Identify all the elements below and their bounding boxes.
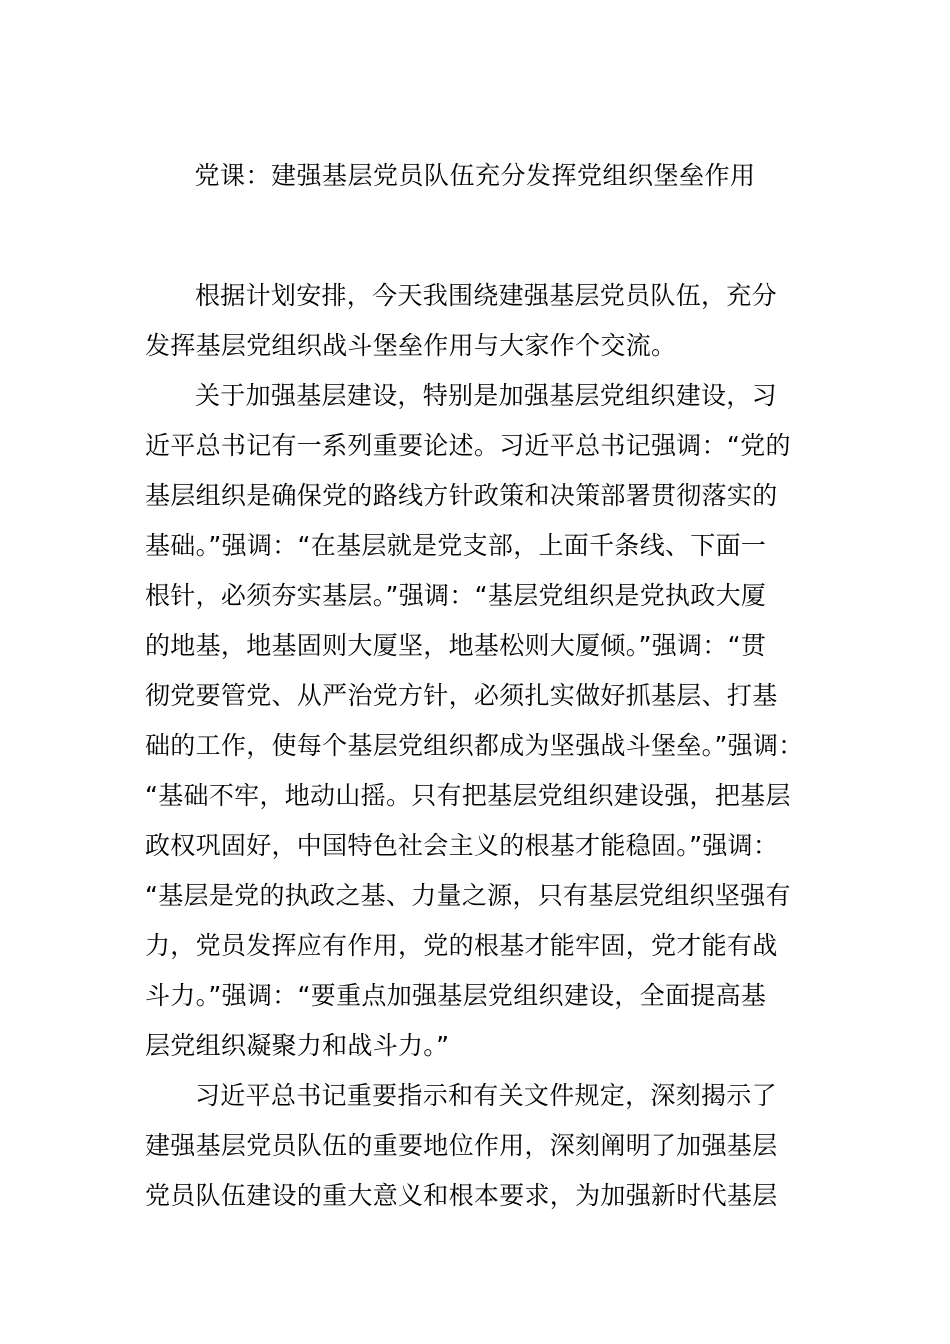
text-line-1: 根据计划安排，今天我围绕建强基层党员队伍，充分: [195, 281, 777, 310]
text-line-15: 斗力。”强调：“要重点加强基层党组织建设，全面提高基: [145, 981, 767, 1010]
text-line-11: “基础不牢，地动山摇。只有把基层党组织建设强，把基层: [145, 781, 791, 810]
text-line-2: 发挥基层党组织战斗堡垒作用与大家作个交流。: [145, 331, 677, 360]
text-line-12: 政权巩固好，中国特色社会主义的根基才能稳固。”强调：: [145, 831, 779, 860]
text-line-16: 层党组织凝聚力和战斗力。”: [145, 1031, 450, 1060]
text-line-3: 关于加强基层建设，特别是加强基层党组织建设，习: [195, 381, 777, 410]
text-line-10: 础的工作，使每个基层党组织都成为坚强战斗堡垒。”强调：: [145, 731, 804, 760]
text-line-14: 力，党员发挥应有作用，党的根基才能牢固，党才能有战: [145, 931, 778, 960]
text-line-6: 基础。”强调：“在基层就是党支部，上面千条线、下面一: [145, 531, 767, 560]
document-title: 党课：建强基层党员队伍充分发挥党组织堡垒作用: [194, 161, 756, 190]
text-line-19: 党员队伍建设的重大意义和根本要求，为加强新时代基层: [145, 1181, 778, 1210]
text-line-7: 根针，必须夯实基层。”强调：“基层党组织是党执政大厦: [145, 581, 767, 610]
text-line-8: 的地基，地基固则大厦坚，地基松则大厦倾。”强调：“贯: [145, 631, 767, 660]
text-line-17: 习近平总书记重要指示和有关文件规定，深刻揭示了: [195, 1081, 777, 1110]
text-line-18: 建强基层党员队伍的重要地位作用，深刻阐明了加强基层: [145, 1131, 778, 1160]
text-line-4: 近平总书记有一系列重要论述。习近平总书记强调：“党的: [145, 431, 791, 460]
text-line-9: 彻党要管党、从严治党方针，必须扎实做好抓基层、打基: [145, 681, 778, 710]
text-line-13: “基层是党的执政之基、力量之源，只有基层党组织坚强有: [145, 881, 791, 910]
text-line-5: 基层组织是确保党的路线方针政策和决策部署贯彻落实的: [145, 481, 778, 510]
